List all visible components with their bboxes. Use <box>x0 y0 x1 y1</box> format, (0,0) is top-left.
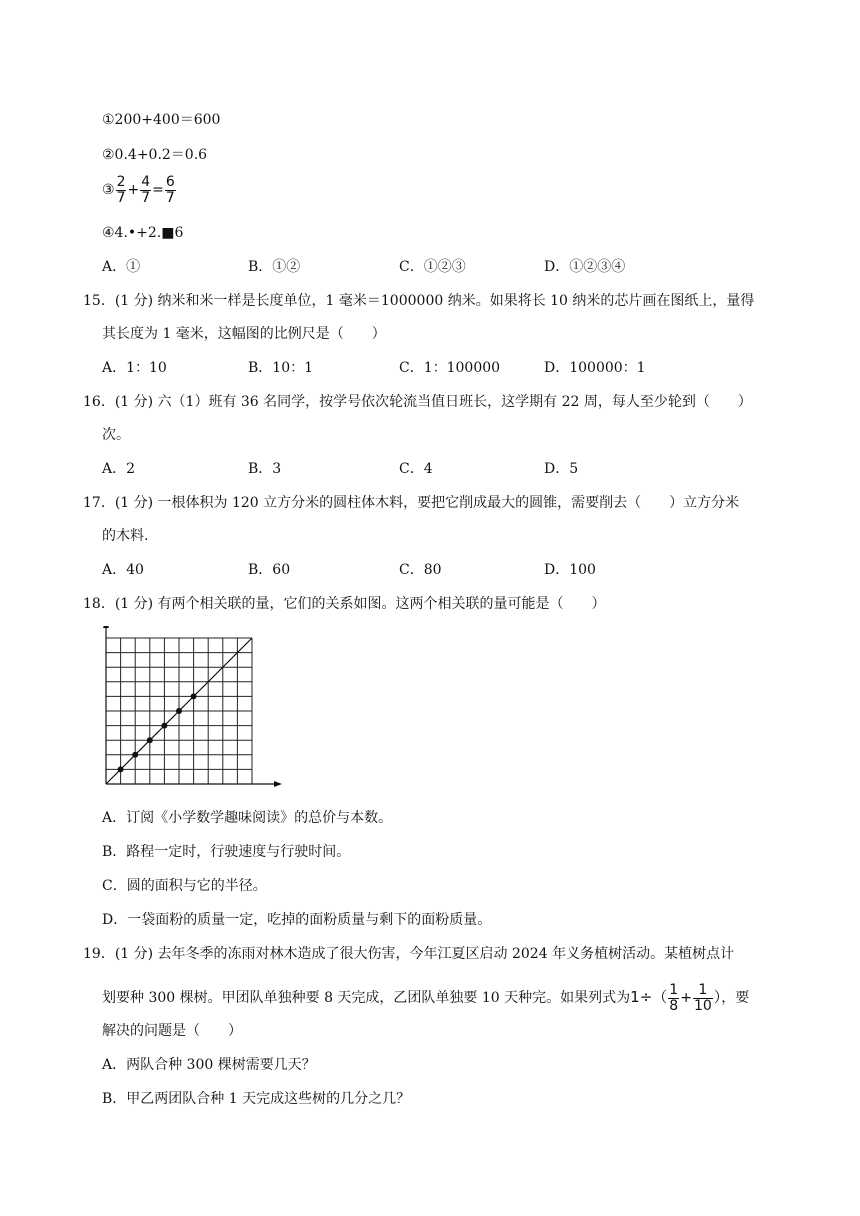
q14-option-d[interactable]: D．①②③④ <box>544 259 626 275</box>
denominator: 7 <box>165 189 175 206</box>
formula-close: ） <box>713 988 722 1006</box>
q18-option-a[interactable]: A．订阅《小学数学趣味阅读》的总价与本数。 <box>102 810 393 826</box>
denominator: 8 <box>669 997 679 1014</box>
q18-option-d[interactable]: D．一袋面粉的质量一定，吃掉的面粉质量与剩下的面粉质量。 <box>102 912 492 928</box>
q17-option-b[interactable]: B．60 <box>248 562 291 578</box>
q19-text-cont-2: 解决的问题是（ ） <box>102 1023 242 1039</box>
data-point <box>191 693 197 699</box>
q16-text-cont: 次。 <box>102 427 130 443</box>
data-point <box>176 708 182 714</box>
chart-axes <box>103 626 282 787</box>
q14-item-3 <box>102 172 177 208</box>
q19-text-segment: 划要种 300 棵树。甲团队单独种要 8 天完成，乙团队单独要 10 天种完。如果列式为 <box>102 990 631 1006</box>
q15-option-c[interactable]: C．1：100000 <box>399 360 501 376</box>
q18-graph <box>96 626 286 798</box>
data-point <box>118 766 124 772</box>
denominator: 7 <box>141 189 151 206</box>
q15-text-cont: 其长度为 1 毫米，这幅图的比例尺是（ ） <box>102 326 386 342</box>
q16-text: 16．(1 分) 六（1）班有 36 名同学，按学号依次轮流当值日班长，这学期有 22 周，每人至少轮到（ ） <box>83 394 752 410</box>
q14-item-1: ①200+400＝600 <box>102 112 221 128</box>
q19-text-cont <box>102 978 749 1017</box>
numerator: 4 <box>141 173 151 190</box>
q15-option-d[interactable]: D．100000：1 <box>544 360 646 376</box>
q19-text: 19．(1 分) 去年冬季的冻雨对林木造成了很大伤害，今年江夏区启动 2024 年义务植树活动。某植树点计 <box>83 946 735 962</box>
item-number: ③ <box>102 182 115 198</box>
numerator: 6 <box>165 173 175 190</box>
formula-lead: 1÷（ <box>630 988 668 1006</box>
numerator: 2 <box>116 173 126 190</box>
data-point <box>132 752 138 758</box>
plus-sign: + <box>680 990 692 1006</box>
plus-sign: + <box>127 182 140 198</box>
q14-option-a[interactable]: A．① <box>102 259 141 275</box>
q16-option-a[interactable]: A．2 <box>102 461 136 477</box>
q17-option-a[interactable]: A．40 <box>102 562 144 578</box>
q14-item-4: ④4.•+2.■6 <box>102 225 184 241</box>
y-axis-arrow <box>103 626 109 628</box>
q17-text: 17．(1 分) 一根体积为 120 立方分米的圆柱体木料，要把它削成最大的圆锥，需要削去（ ）立方分米 <box>83 495 740 511</box>
q17-text-cont: 的木料. <box>102 528 149 544</box>
q18-text: 18．(1 分) 有两个相关联的量，它们的关系如图。这两个相关联的量可能是（ ） <box>83 596 606 612</box>
denominator: 7 <box>116 189 126 206</box>
q19-option-b[interactable]: B．甲乙两团队合种 1 天完成这些树的几分之几？ <box>102 1091 411 1107</box>
q15-option-b[interactable]: B．10：1 <box>248 360 314 376</box>
q14-item-2: ②0.4+0.2＝0.6 <box>102 147 208 163</box>
q14-option-c[interactable]: C．①②③ <box>399 259 466 275</box>
q15-option-a[interactable]: A．1：10 <box>102 360 167 376</box>
numerator: 1 <box>669 981 679 998</box>
data-point <box>147 737 153 743</box>
q16-option-c[interactable]: C．4 <box>399 461 433 477</box>
q18-option-c[interactable]: C．圆的面积与它的半径。 <box>102 878 267 894</box>
fraction <box>165 175 176 206</box>
q17-option-d[interactable]: D．100 <box>544 562 596 578</box>
denominator: 10 <box>693 997 712 1014</box>
q18-option-b[interactable]: B．路程一定时，行驶速度与行驶时间。 <box>102 844 351 860</box>
fraction <box>116 175 127 206</box>
q15-text: 15．(1 分) 纳米和米一样是长度单位，1 毫米＝1000000 纳米。如果将长 10 纳米的芯片画在图纸上，量得 <box>83 293 755 309</box>
numerator: 1 <box>693 983 713 999</box>
q17-option-c[interactable]: C．80 <box>399 562 442 578</box>
data-point <box>161 723 167 729</box>
q19-option-a[interactable]: A．两队合种 300 棵树需要几天？ <box>102 1057 316 1073</box>
q16-option-d[interactable]: D．5 <box>544 461 579 477</box>
x-axis-arrow <box>274 781 282 787</box>
fraction <box>693 983 713 1014</box>
fraction <box>140 175 151 206</box>
fraction <box>668 983 679 1014</box>
q19-text-tail: ，要 <box>721 990 750 1006</box>
equals-sign: = <box>152 182 164 198</box>
q16-option-b[interactable]: B．3 <box>248 461 282 477</box>
q14-option-b[interactable]: B．①② <box>248 259 301 275</box>
